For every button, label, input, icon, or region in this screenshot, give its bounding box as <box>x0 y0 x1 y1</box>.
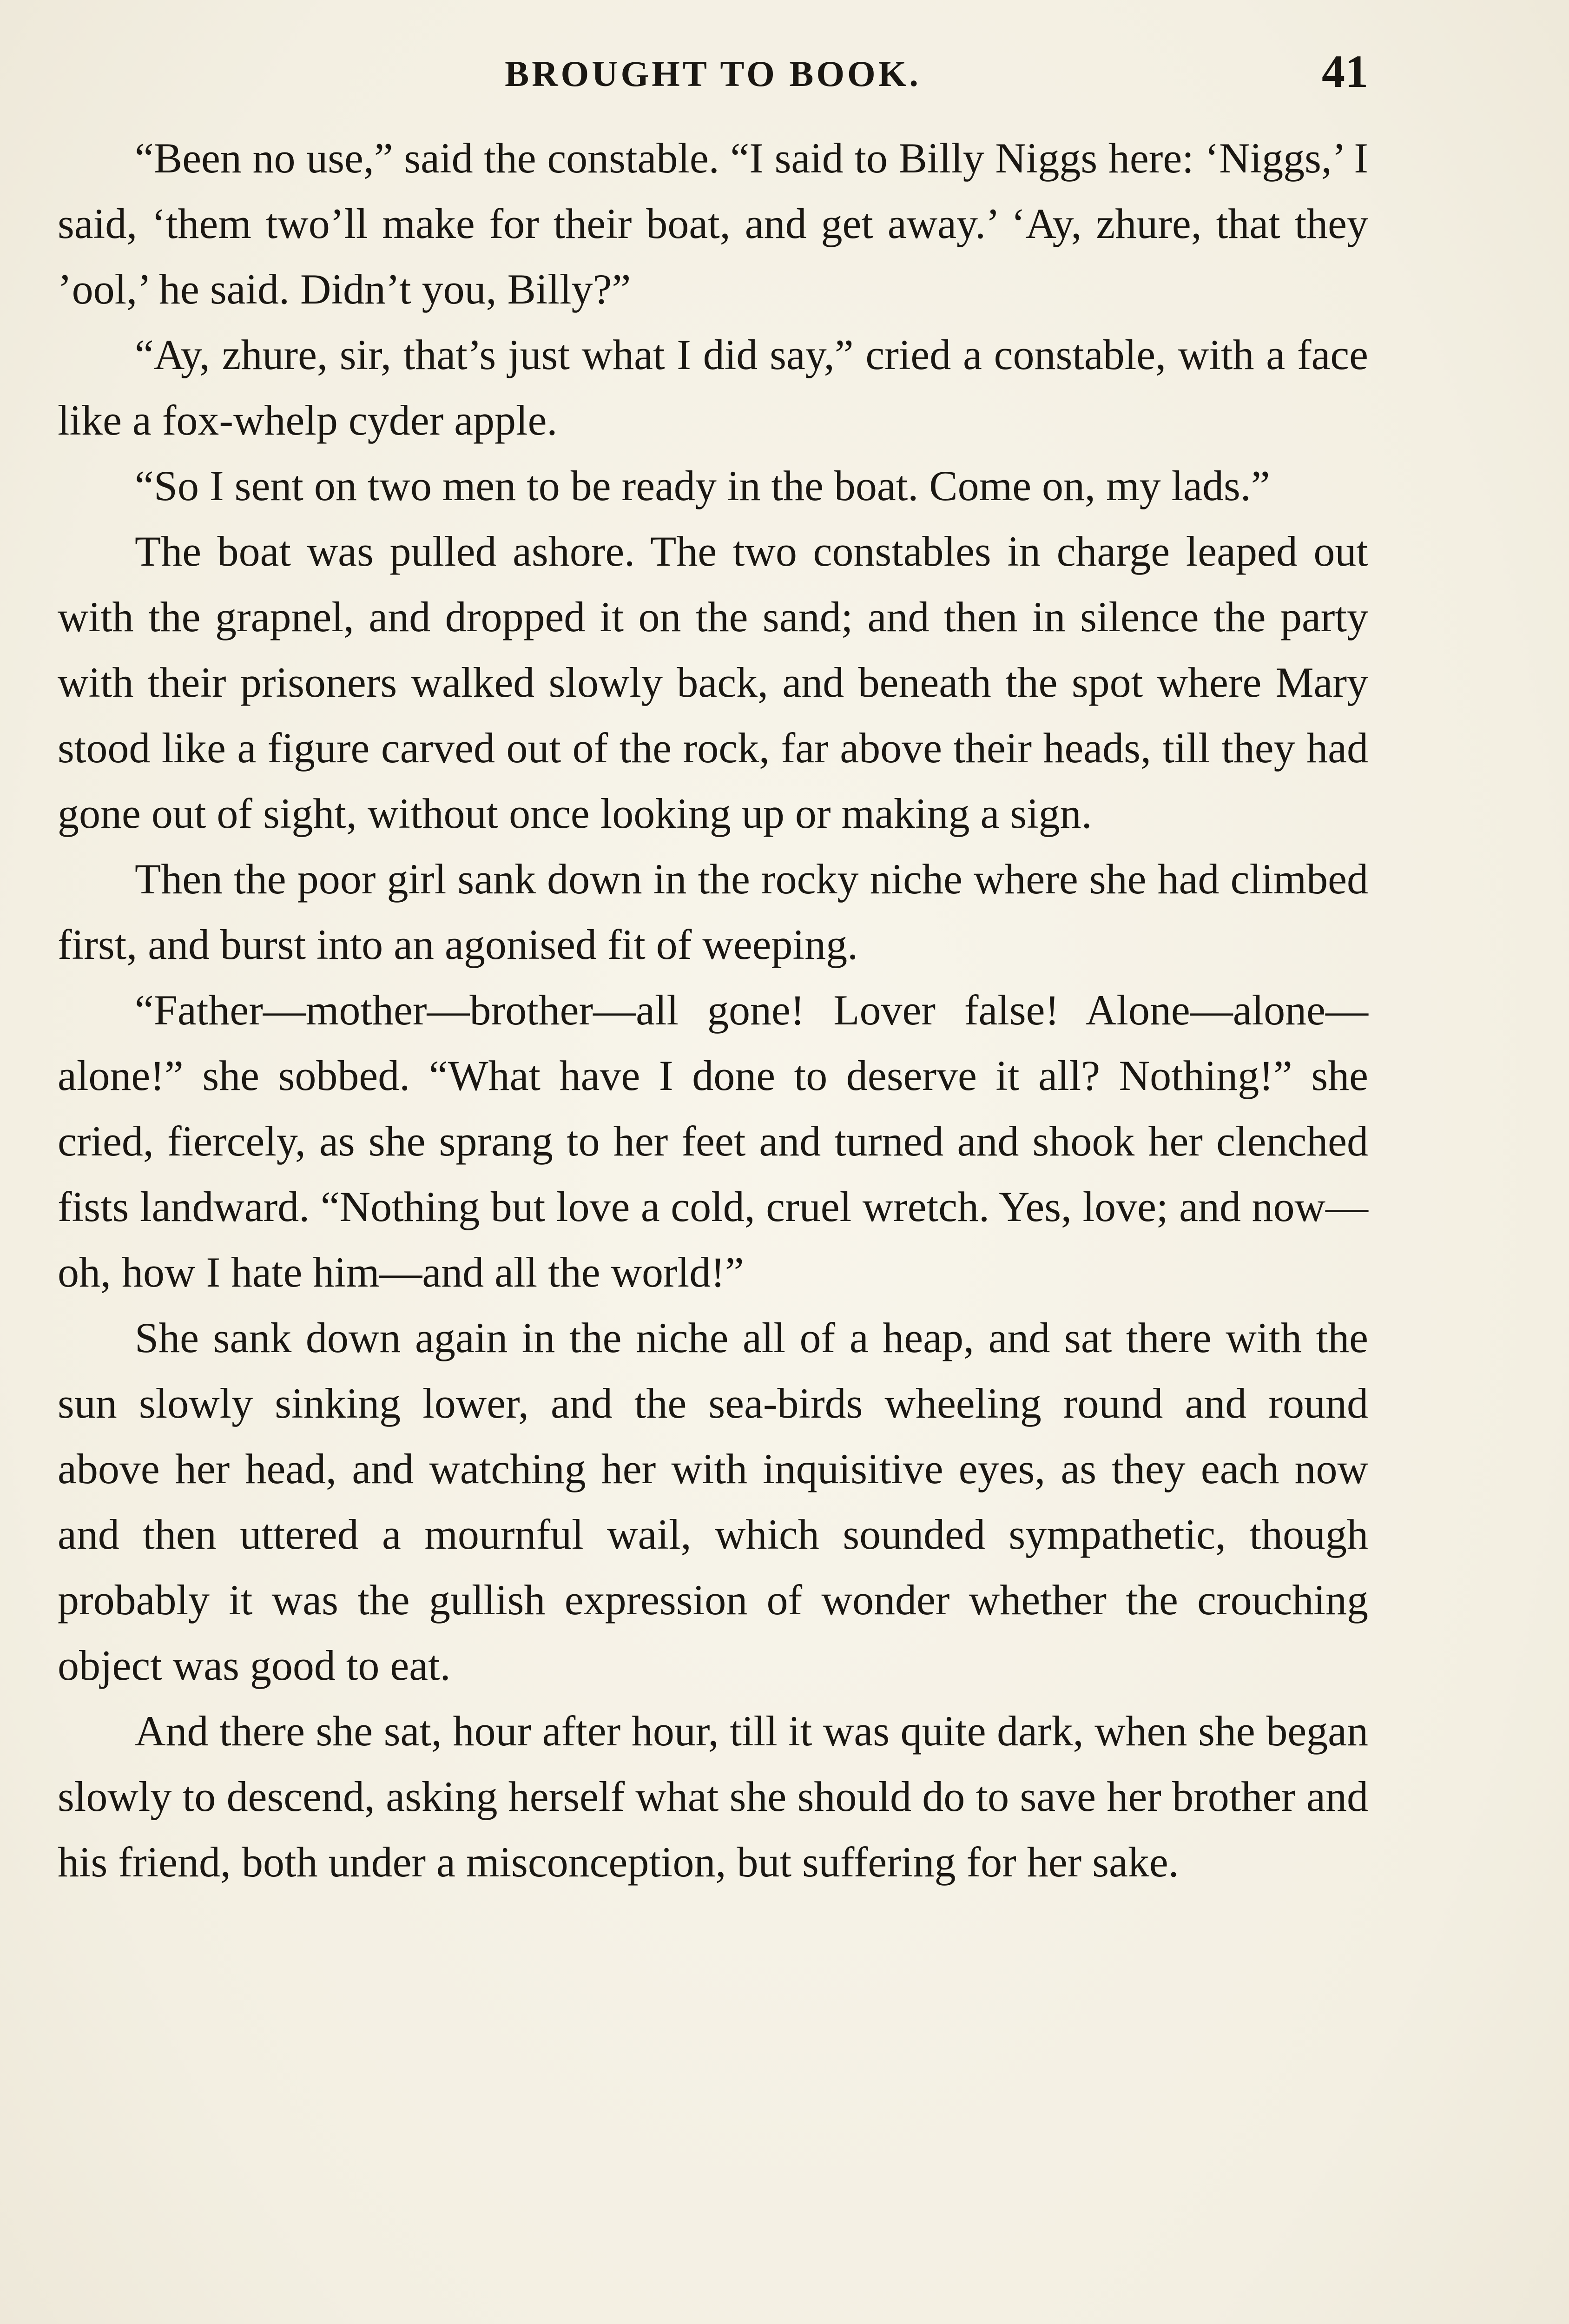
page-number: 41 <box>1322 46 1368 97</box>
paragraph: She sank down again in the niche all of a heap, and sat there with the sun slowly sinking lower, and the sea-birds wheeling round and round above her head, and watching her with inquisitive eyes, as they each now and then uttered a mournful wail, which sounded sympathetic, though probably it was the gullish expression of wonder whether the crouching object was good to eat. <box>58 1314 1368 1689</box>
running-head <box>58 45 1368 105</box>
paragraph: The boat was pulled ashore. The two constables in charge leaped out with the grapnel, and dropped it on the sand; and then in silence the party with their prisoners walked slowly back, and beneath the spot where Mary stood like a figure carved out of the rock, far above their heads, till they had gone out of sight, without once looking up or making a sign. <box>58 528 1368 837</box>
running-title: BROUGHT TO BOOK. <box>505 53 921 94</box>
paragraph: “Ay, zhure, sir, that’s just what I did say,” cried a constable, with a face like a fox-whelp cyder apple. <box>58 331 1368 444</box>
paragraph: “So I sent on two men to be ready in the boat. Come on, my lads.” <box>135 462 1270 509</box>
paragraph: Then the poor girl sank down in the rocky niche where she had climbed first, and burst into an agonised fit of weeping. <box>58 855 1368 968</box>
body-text <box>58 125 1368 1895</box>
paragraph: “Father—mother—brother—all gone! Lover false! Alone—alone—alone!” she sobbed. “What have I done to deserve it all? Nothing!” she cried, fiercely, as she sprang to her feet and turned and shook her clenched fists landward. “Nothing but love a cold, cruel wretch. Yes, love; and now—oh, how I hate him—and all the world!” <box>58 986 1368 1296</box>
paragraph: And there she sat, hour after hour, till it was quite dark, when she began slowly to descend, asking herself what she should do to save her brother and his friend, both under a misconception, but suffering for her sake. <box>58 1707 1368 1886</box>
paragraph: “Been no use,” said the constable. “I said to Billy Niggs here: ‘Niggs,’ I said, ‘them two’ll make for their boat, and get away.’ ‘Ay, zhure, that they ’ool,’ he said. Didn’t you, Billy?” <box>58 134 1368 313</box>
